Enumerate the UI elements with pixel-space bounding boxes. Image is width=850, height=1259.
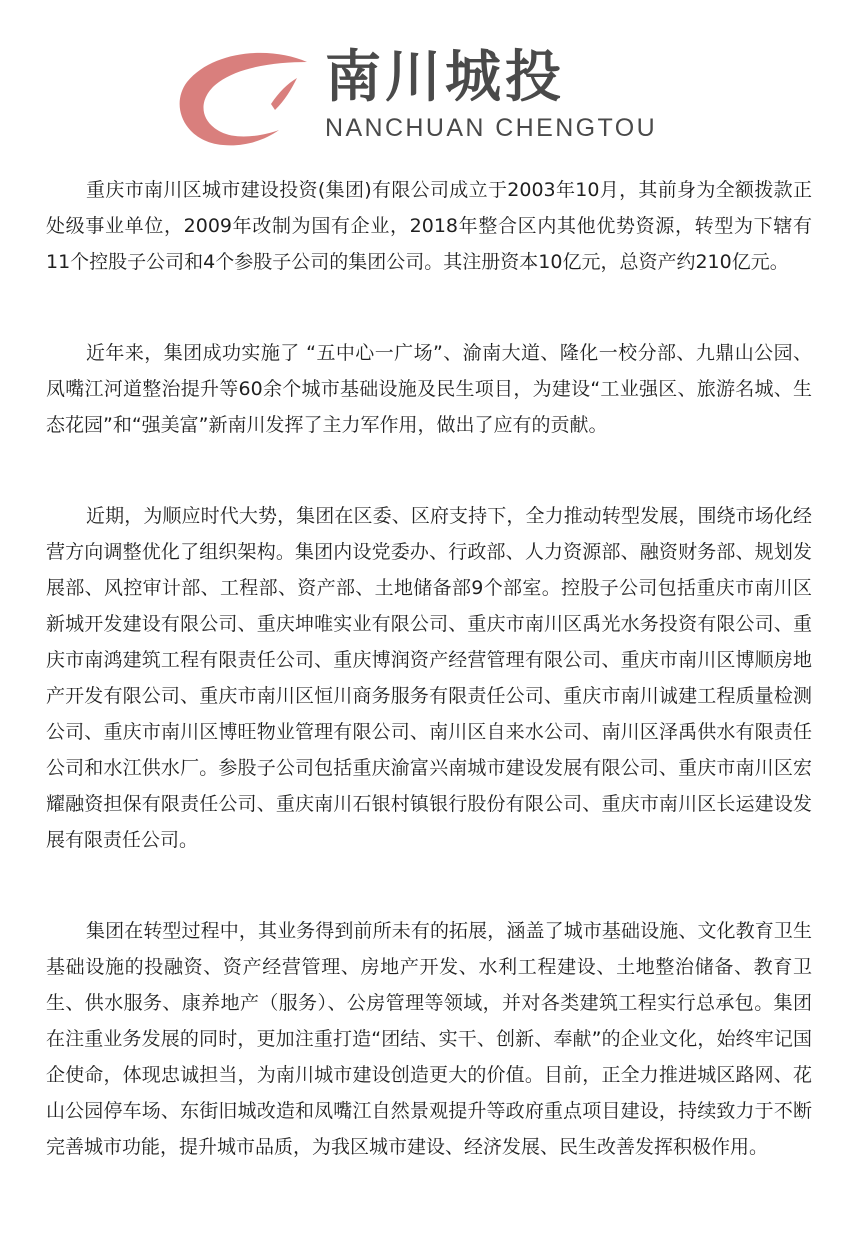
logo-english-name: NANCHUAN CHENGTOU — [325, 114, 658, 142]
paragraph-intro: 重庆市南川区城市建设投资(集团)有限公司成立于2003年10月，其前身为全额拨款正处级事业单位，2009年改制为国有企业，2018年整合区内其他优势资源，转型为下辖有11个控股子公司和4个参股子公司的集团公司。其注册资本10亿元，总资产约210亿元。 — [46, 179, 812, 273]
logo-chinese-name: 南川城投 — [325, 45, 565, 110]
article-body — [46, 172, 812, 1165]
paragraph-organization: 近期，为顺应时代大势，集团在区委、区府支持下，全力推动转型发展，围绕市场化经营方向调整优化了组织架构。集团内设党委办、行政部、人力资源部、融资财务部、规划发展部、风控审计部、工程部、资产部、土地储备部9个部室。控股子公司包括重庆市南川区新城开发建设有限公司、重庆坤唯实业有限公司、重庆市南川区禹光水务投资有限公司、重庆市南鸿建筑工程有限责任公司、重庆博润资产经营管理有限公司、重庆市南川区博顺房地产开发有限公司、重庆市南川区恒川商务服务有限责任公司、重庆市南川诚建工程质量检测公司、重庆市南川区博旺物业管理有限公司、南川区自来水公司、南川区泽禹供水有限责任公司和水江供水厂。参股子公司包括重庆渝富兴南城市建设发展有限公司、重庆市南川区宏耀融资担保有限责任公司、重庆南川石银村镇银行股份有限公司、重庆市南川区长运建设发展有限责任公司。 — [46, 505, 812, 851]
swoosh-logo-icon — [175, 48, 311, 148]
company-logo — [175, 42, 715, 152]
paragraph-achievements: 近年来，集团成功实施了 “五中心一广场”、渝南大道、隆化一校分部、九鼎山公园、凤嘴江河道整治提升等60余个城市基础设施及民生项目，为建设“工业强区、旅游名城、生态花园”和“强美富”新南川发挥了主力军作用，做出了应有的贡献。 — [46, 342, 812, 436]
paragraph-business: 集团在转型过程中，其业务得到前所未有的拓展，涵盖了城市基础设施、文化教育卫生基础设施的投融资、资产经营管理、房地产开发、水利工程建设、土地整治储备、教育卫生、供水服务、康养地产（服务）、公房管理等领域，并对各类建筑工程实行总承包。集团在注重业务发展的同时，更加注重打造“团结、实干、创新、奉献”的企业文化，始终牢记国企使命，体现忠诚担当，为南川城市建设创造更大的价值。目前，正全力推进城区路网、花山公园停车场、东街旧城改造和凤嘴江自然景观提升等政府重点项目建设，持续致力于不断完善城市功能，提升城市品质，为我区城市建设、经济发展、民生改善发挥积极作用。 — [46, 920, 812, 1158]
